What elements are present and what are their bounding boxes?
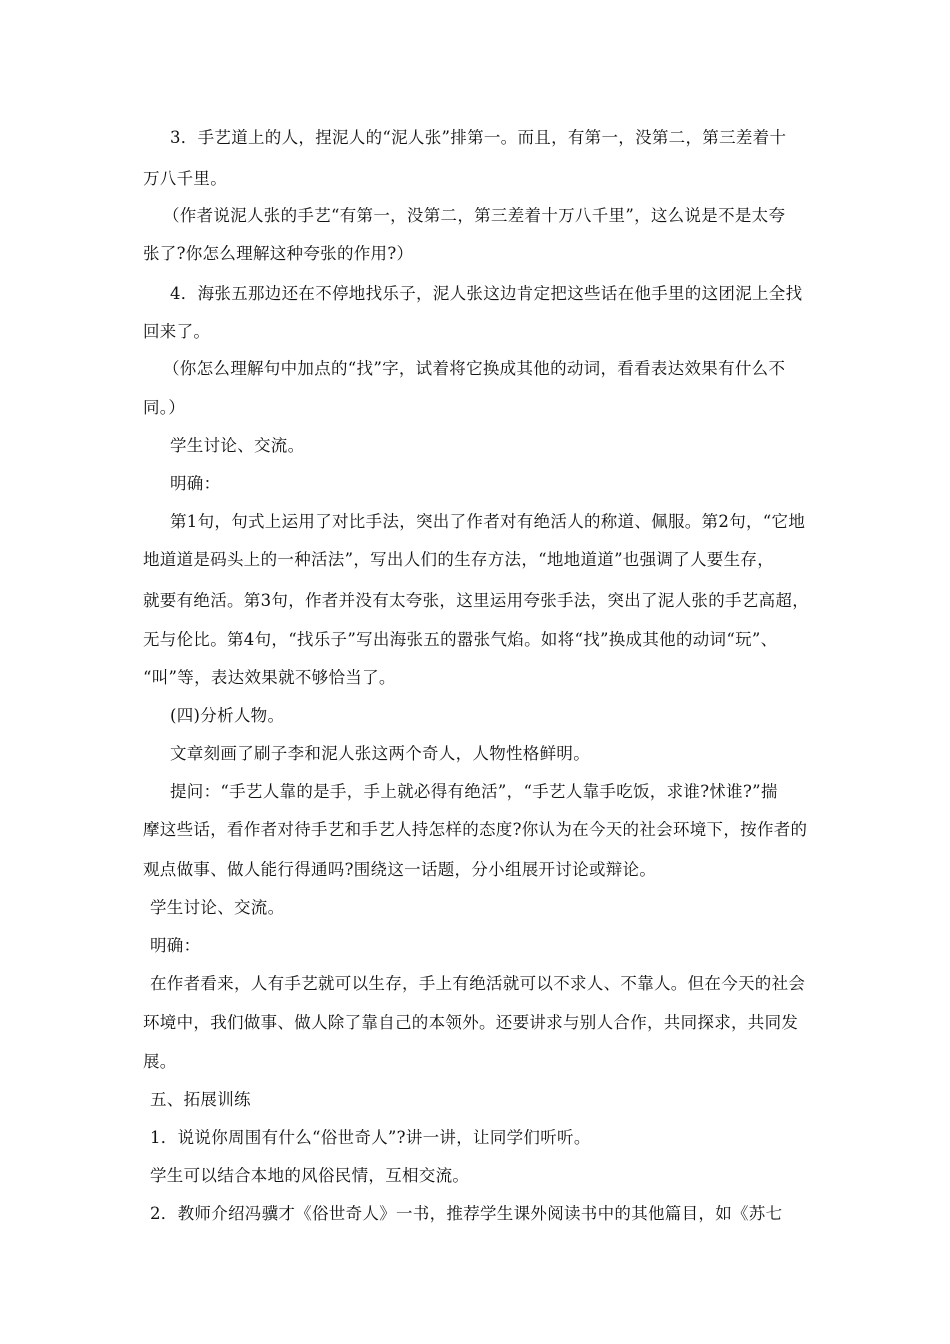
text-line-28: 学生可以结合本地的风俗民情，互相交流。 — [150, 1166, 470, 1185]
text-line-25: 展。 — [143, 1052, 177, 1071]
text-line-15: “叫”等，表达效果就不够恰当了。 — [143, 668, 396, 687]
text-line-11: 第1句，句式上运用了对比手法，突出了作者对有绝活人的称道、佩服。第2句，“它地 — [170, 512, 806, 531]
text-line-2: 万八千里。 — [143, 169, 227, 188]
text-line-27: 1．说说你周围有什么“俗世奇人”?讲一讲，让同学们听听。 — [150, 1128, 591, 1147]
text-line-12: 地道道是码头上的一种活法”，写出人们的生存方法，“地地道道”也强调了人要生存， — [143, 550, 775, 569]
text-line-4: 张了?你怎么理解这种夸张的作用?） — [143, 244, 414, 263]
text-line-26: 五、拓展训练 — [150, 1090, 251, 1109]
text-line-13: 就要有绝活。第3句，作者并没有太夸张，这里运用夸张手法，突出了泥人张的手艺高超， — [143, 591, 809, 610]
text-line-8: 同。） — [143, 398, 186, 417]
text-line-7: （你怎么理解句中加点的“找”字，试着将它换成其他的动词，看看表达效果有什么不 — [163, 359, 786, 378]
text-line-9: 学生讨论、交流。 — [170, 436, 305, 455]
text-line-22: 明确： — [150, 936, 201, 955]
text-line-16: (四)分析人物。 — [170, 706, 285, 725]
text-line-18: 提问：“手艺人靠的是手，手上就必得有绝活”，“手艺人靠手吃饭，求谁?怵谁?”揣 — [170, 782, 778, 801]
text-line-23: 在作者看来，人有手艺就可以生存，手上有绝活就可以不求人、不靠人。但在今天的社会 — [150, 974, 806, 993]
text-line-1: 3．手艺道上的人，捏泥人的“泥人张”排第一。而且，有第一，没第二，第三差着十 — [170, 128, 787, 147]
text-line-14: 无与伦比。第4句，“找乐子”写出海张五的嚣张气焰。如将“找”换成其他的动词“玩”、 — [143, 630, 778, 649]
text-line-10: 明确： — [170, 474, 221, 493]
text-line-19: 摩这些话，看作者对待手艺和手艺人持怎样的态度?你认为在今天的社会环境下，按作者的 — [143, 820, 808, 839]
text-line-3: （作者说泥人张的手艺“有第一，没第二，第三差着十万八千里”，这么说是不是太夸 — [163, 206, 786, 225]
text-line-21: 学生讨论、交流。 — [150, 898, 285, 917]
text-line-6: 回来了。 — [143, 322, 211, 341]
text-line-24: 环境中，我们做事、做人除了靠自己的本领外。还要讲求与别人合作，共同探求，共同发 — [143, 1013, 799, 1032]
text-line-20: 观点做事、做人能行得通吗?围绕这一话题，分小组展开讨论或辩论。 — [143, 860, 657, 879]
text-line-5: 4．海张五那边还在不停地找乐子，泥人张这边肯定把这些话在他手里的这团泥上全找 — [170, 284, 803, 303]
text-line-17: 文章刻画了刷子李和泥人张这两个奇人，人物性格鲜明。 — [170, 744, 590, 763]
text-line-29: 2．教师介绍冯骥才《俗世奇人》一书，推荐学生课外阅读书中的其他篇目，如《苏七 — [150, 1204, 783, 1223]
